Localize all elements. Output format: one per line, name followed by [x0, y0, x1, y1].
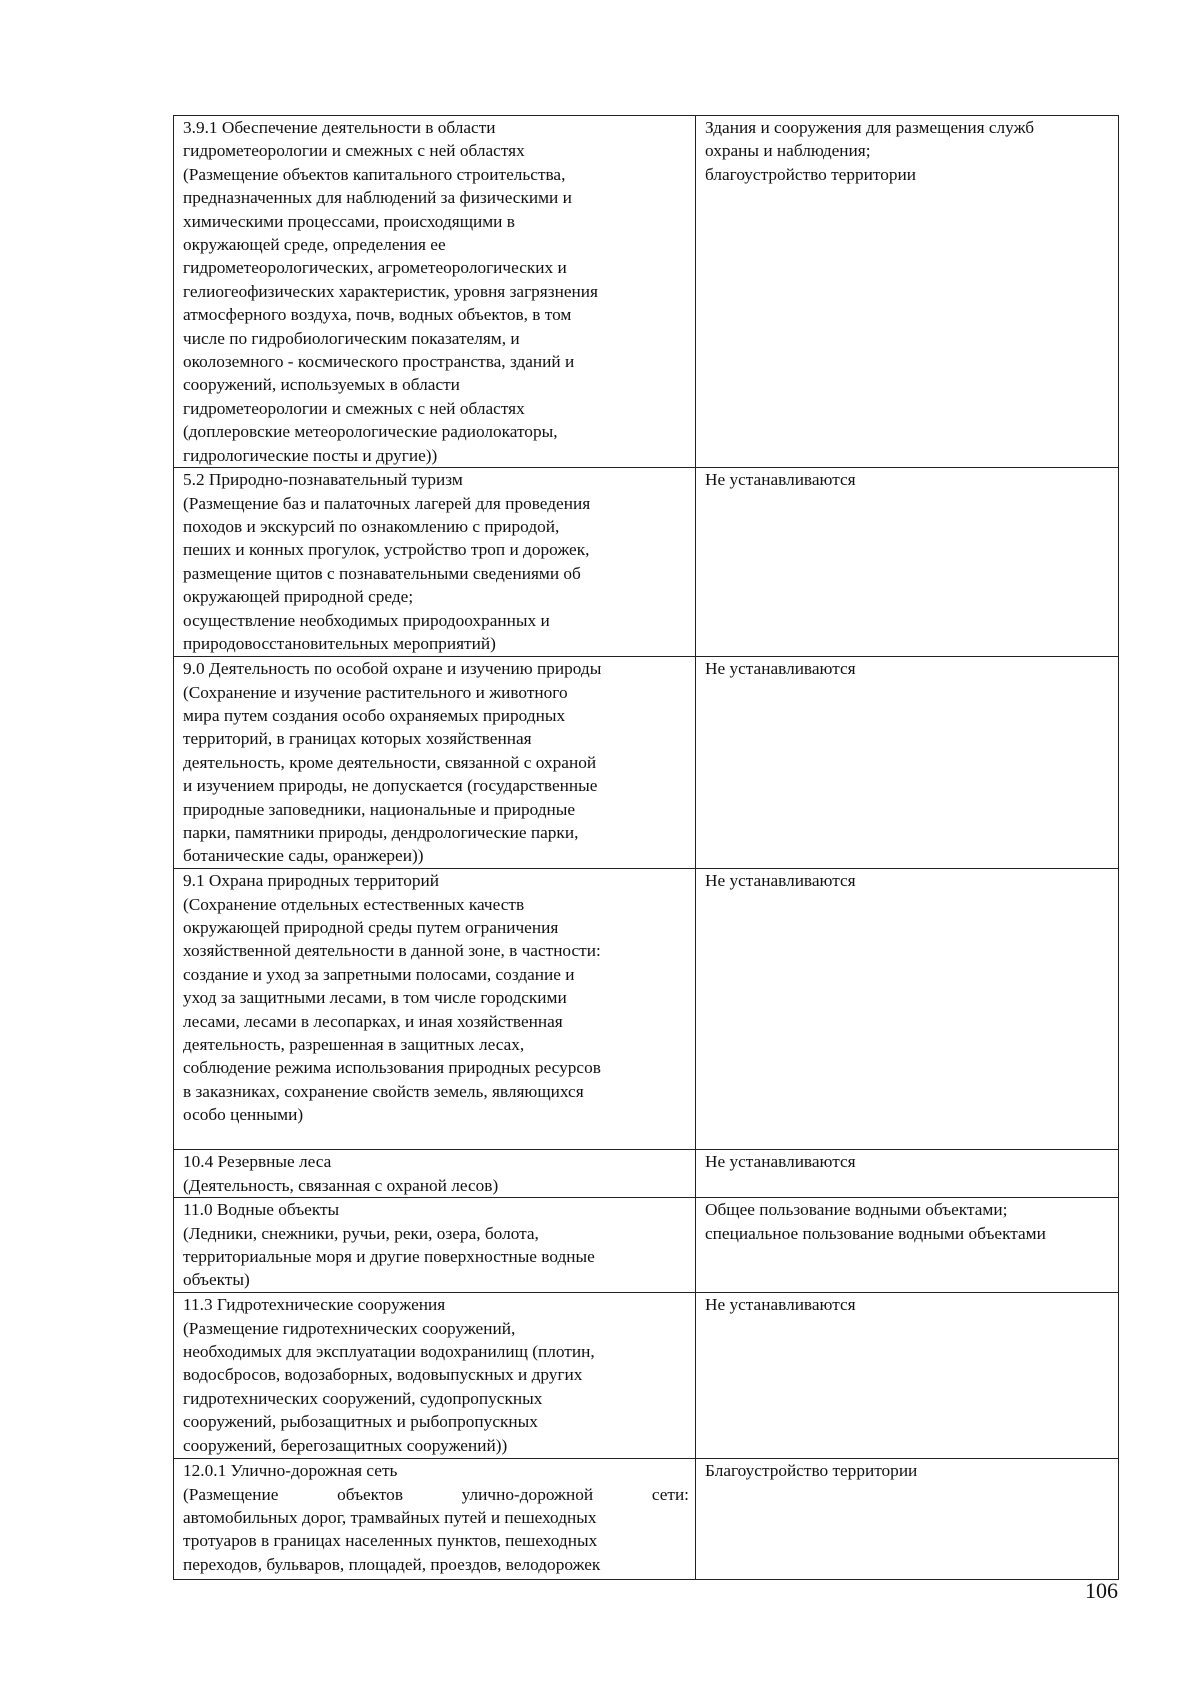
use-type-cell — [174, 468, 696, 657]
cell-line: автомобильных дорог, трамвайных путей и пешеходных — [183, 1507, 597, 1527]
cell-line: 12.0.1 Улично-дорожная сеть — [183, 1461, 398, 1481]
cell-line: специальное пользование водными объектами — [705, 1223, 1046, 1243]
cell-line: походов и экскурсий по ознакомлению с природой, — [183, 516, 560, 536]
cell-line: предназначенных для наблюдений за физическими и — [183, 188, 572, 208]
cell-line: (Сохранение и изучение растительного и животного — [183, 682, 568, 702]
cell-line: благоустройство территории — [705, 164, 916, 184]
cell-line: соблюдение режима использования природных ресурсов — [183, 1058, 601, 1078]
cell-line: охраны и наблюдения; — [705, 141, 871, 161]
cell-line: Не устанавливаются — [705, 1295, 856, 1315]
cell-line: природовосстановительных мероприятий) — [183, 633, 496, 653]
cell-line: сооружений, рыбозащитных и рыбопропускных — [183, 1412, 538, 1432]
use-type-cell — [174, 1198, 696, 1293]
cell-line: гидрометеорологических, агрометеорологических и — [183, 258, 567, 278]
table-row — [174, 1459, 1119, 1580]
zoning-regulations-table — [173, 115, 1119, 1580]
cell-line: хозяйственной деятельности в данной зоне, в частности: — [183, 941, 601, 961]
cell-line: объекты) — [183, 1270, 250, 1290]
page-number: 106 — [1085, 1578, 1118, 1603]
cell-line: Благоустройство территории — [705, 1461, 918, 1481]
table-row — [174, 1293, 1119, 1459]
cell-line: (Деятельность, связанная с охраной лесов) — [183, 1175, 499, 1195]
cell-line: пеших и конных прогулок, устройство троп и дорожек, — [183, 540, 590, 560]
cell-line: 10.4 Резервные леса — [183, 1152, 332, 1172]
table-row — [174, 1150, 1119, 1198]
parameters-cell — [696, 1293, 1119, 1459]
cell-line: необходимых для эксплуатации водохранилищ (плотин, — [183, 1341, 595, 1361]
cell-line: 9.1 Охрана природных территорий — [183, 871, 439, 891]
parameters-cell — [696, 116, 1119, 468]
cell-line: переходов, бульваров, площадей, проездов, велодорожек — [183, 1554, 601, 1574]
cell-line: мира путем создания особо охраняемых природных — [183, 705, 566, 725]
cell-line: гидротехнических сооружений, судопропускных — [183, 1388, 543, 1408]
cell-line: (Размещение объектов улично-дорожной сети: — [183, 1484, 689, 1504]
cell-line: 3.9.1 Обеспечение деятельности в области — [183, 118, 496, 137]
cell-line: создание и уход за запретными полосами, создание и — [183, 964, 575, 984]
table-row — [174, 869, 1119, 1150]
cell-line: Не устанавливаются — [705, 470, 856, 490]
cell-line: деятельность, кроме деятельности, связанной с охраной — [183, 752, 597, 772]
cell-line: гелиогеофизических характеристик, уровня загрязнения — [183, 281, 598, 301]
table-row — [174, 657, 1119, 869]
parameters-cell — [696, 869, 1119, 1150]
cell-line: деятельность, разрешенная в защитных лесах, — [183, 1034, 525, 1054]
use-type-cell — [174, 657, 696, 869]
use-type-cell — [174, 1293, 696, 1459]
cell-line: парки, памятники природы, дендрологические парки, — [183, 822, 579, 842]
cell-line: (Сохранение отдельных естественных качеств — [183, 894, 525, 914]
cell-line: 5.2 Природно-познавательный туризм — [183, 470, 463, 490]
cell-line: Не устанавливаются — [705, 871, 856, 891]
cell-line: атмосферного воздуха, почв, водных объектов, в том — [183, 305, 572, 325]
cell-line: гидрометеорологии и смежных с ней областях — [183, 141, 525, 161]
cell-line: территориальные моря и другие поверхностные водные — [183, 1246, 595, 1266]
use-type-cell — [174, 1150, 696, 1198]
cell-line: 9.0 Деятельность по особой охране и изучению природы — [183, 659, 602, 679]
cell-line: гидрологические посты и другие)) — [183, 445, 438, 465]
cell-line: тротуаров в границах населенных пунктов, пешеходных — [183, 1531, 598, 1551]
cell-line: Общее пользование водными объектами; — [705, 1200, 1008, 1220]
cell-line: осуществление необходимых природоохранных и — [183, 610, 550, 630]
cell-line: Не устанавливаются — [705, 1152, 856, 1172]
cell-line: сооружений, используемых в области — [183, 375, 460, 395]
cell-line: 11.3 Гидротехнические сооружения — [183, 1295, 446, 1315]
cell-line: и изучением природы, не допускается (государственные — [183, 776, 598, 796]
parameters-cell — [696, 1459, 1119, 1580]
cell-line: лесами, лесами в лесопарках, и иная хозяйственная — [183, 1011, 563, 1031]
use-type-cell — [174, 1459, 696, 1580]
cell-line: окружающей природной среды путем ограничения — [183, 917, 559, 937]
use-type-cell — [174, 869, 696, 1150]
cell-line: сооружений, берегозащитных сооружений)) — [183, 1435, 508, 1455]
cell-line: ботанические сады, оранжереи)) — [183, 846, 424, 866]
use-type-cell — [174, 116, 696, 468]
parameters-cell — [696, 1150, 1119, 1198]
cell-line: околоземного - космического пространства, зданий и — [183, 352, 575, 372]
cell-line: Не устанавливаются — [705, 659, 856, 679]
table-row — [174, 468, 1119, 657]
cell-line: уход за защитными лесами, в том числе городскими — [183, 988, 567, 1008]
table-row — [174, 1198, 1119, 1293]
table-row — [174, 116, 1119, 468]
cell-line: особо ценными) — [183, 1105, 304, 1125]
cell-line: водосбросов, водозаборных, водовыпускных и других — [183, 1365, 583, 1385]
cell-line: химическими процессами, происходящими в — [183, 211, 515, 231]
cell-line: числе по гидробиологическим показателям, и — [183, 328, 520, 348]
cell-line: (Размещение объектов капитального строительства, — [183, 164, 566, 184]
cell-line: окружающей природной среде; — [183, 587, 414, 607]
cell-line: размещение щитов с познавательными сведениями об — [183, 563, 581, 583]
cell-line: (доплеровские метеорологические радиолокаторы, — [183, 422, 558, 442]
parameters-cell — [696, 468, 1119, 657]
cell-line: 11.0 Водные объекты — [183, 1200, 340, 1220]
cell-line: природные заповедники, национальные и природные — [183, 799, 576, 819]
parameters-cell — [696, 657, 1119, 869]
cell-line: гидрометеорологии и смежных с ней областях — [183, 398, 525, 418]
cell-line: (Ледники, снежники, ручьи, реки, озера, болота, — [183, 1223, 539, 1243]
cell-line: территорий, в границах которых хозяйственная — [183, 729, 532, 749]
cell-line: Здания и сооружения для размещения служб — [705, 118, 1035, 137]
cell-line: в заказниках, сохранение свойств земель, являющихся — [183, 1081, 584, 1101]
parameters-cell — [696, 1198, 1119, 1293]
cell-line: (Размещение гидротехнических сооружений, — [183, 1318, 516, 1338]
cell-line: окружающей среде, определения ее — [183, 235, 446, 255]
cell-line: (Размещение баз и палаточных лагерей для проведения — [183, 493, 591, 513]
